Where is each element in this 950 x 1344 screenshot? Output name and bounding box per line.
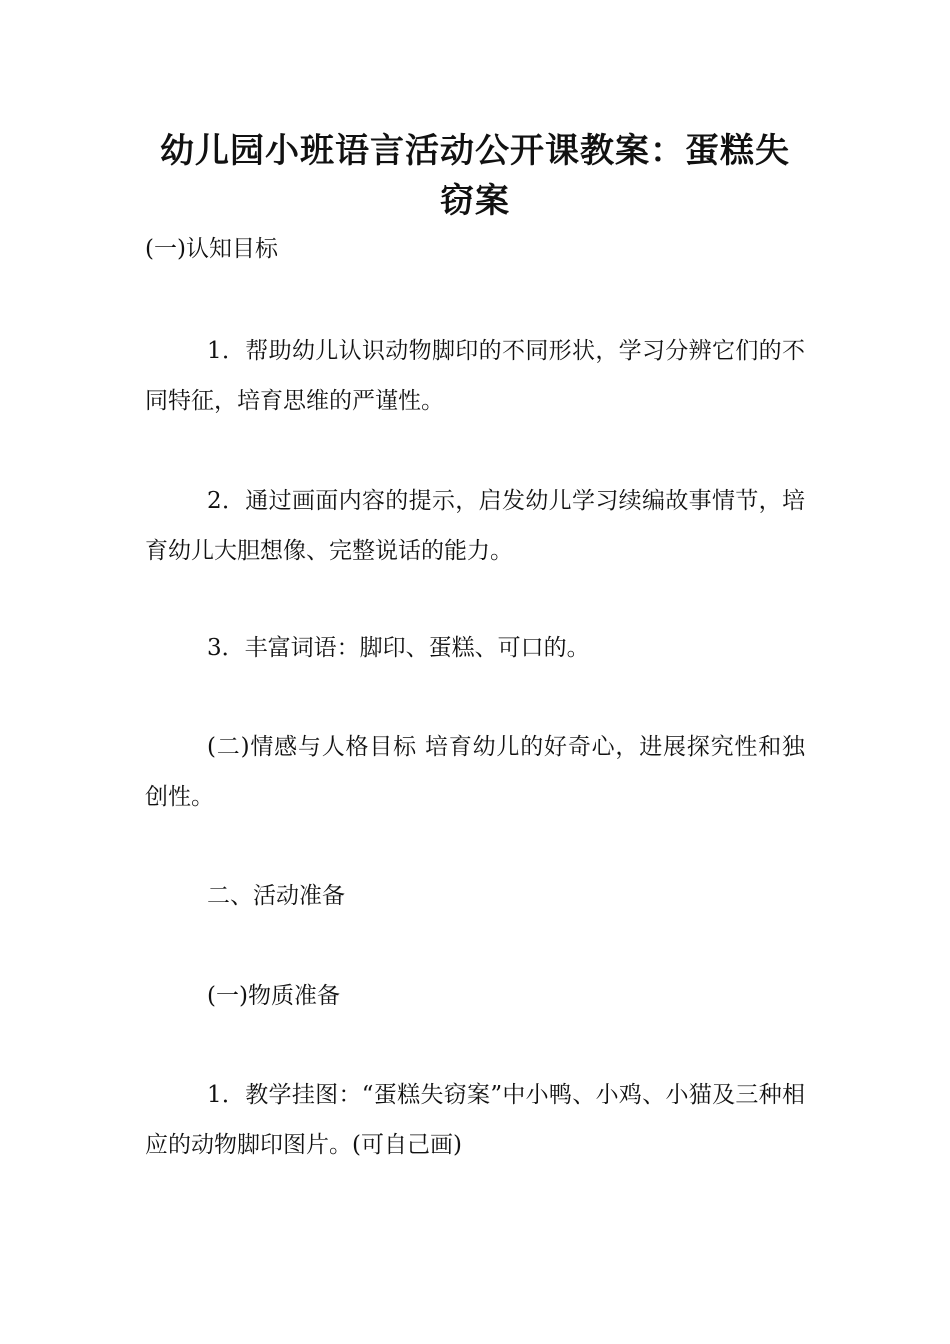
paragraph-goal-3: 3．丰富词语：脚印、蛋糕、可口的。 bbox=[207, 635, 590, 661]
paragraph-goal-2: 2．通过画面内容的提示，启发幼儿学习续编故事情节，培育幼儿大胆想像、完整说话的能力。 bbox=[145, 488, 805, 564]
document-title: 幼儿园小班语言活动公开课教案：蛋糕失窃案 bbox=[160, 131, 790, 221]
paragraph-material-1: 1．教学挂图：“蛋糕失窃案”中小鸭、小鸡、小猫及三种相应的动物脚印图片。(可自己画) bbox=[145, 1082, 805, 1158]
paragraph-emotional-goals: (二)情感与人格目标 培育幼儿的好奇心，进展探究性和独创性。 bbox=[145, 734, 805, 810]
section-cognitive-goals: (一)认知目标 bbox=[145, 236, 278, 262]
section-activity-preparation: 二、活动准备 bbox=[207, 883, 345, 909]
section-material-preparation: (一)物质准备 bbox=[207, 983, 340, 1009]
paragraph-goal-1: 1．帮助幼儿认识动物脚印的不同形状，学习分辨它们的不同特征，培育思维的严谨性。 bbox=[145, 338, 805, 414]
